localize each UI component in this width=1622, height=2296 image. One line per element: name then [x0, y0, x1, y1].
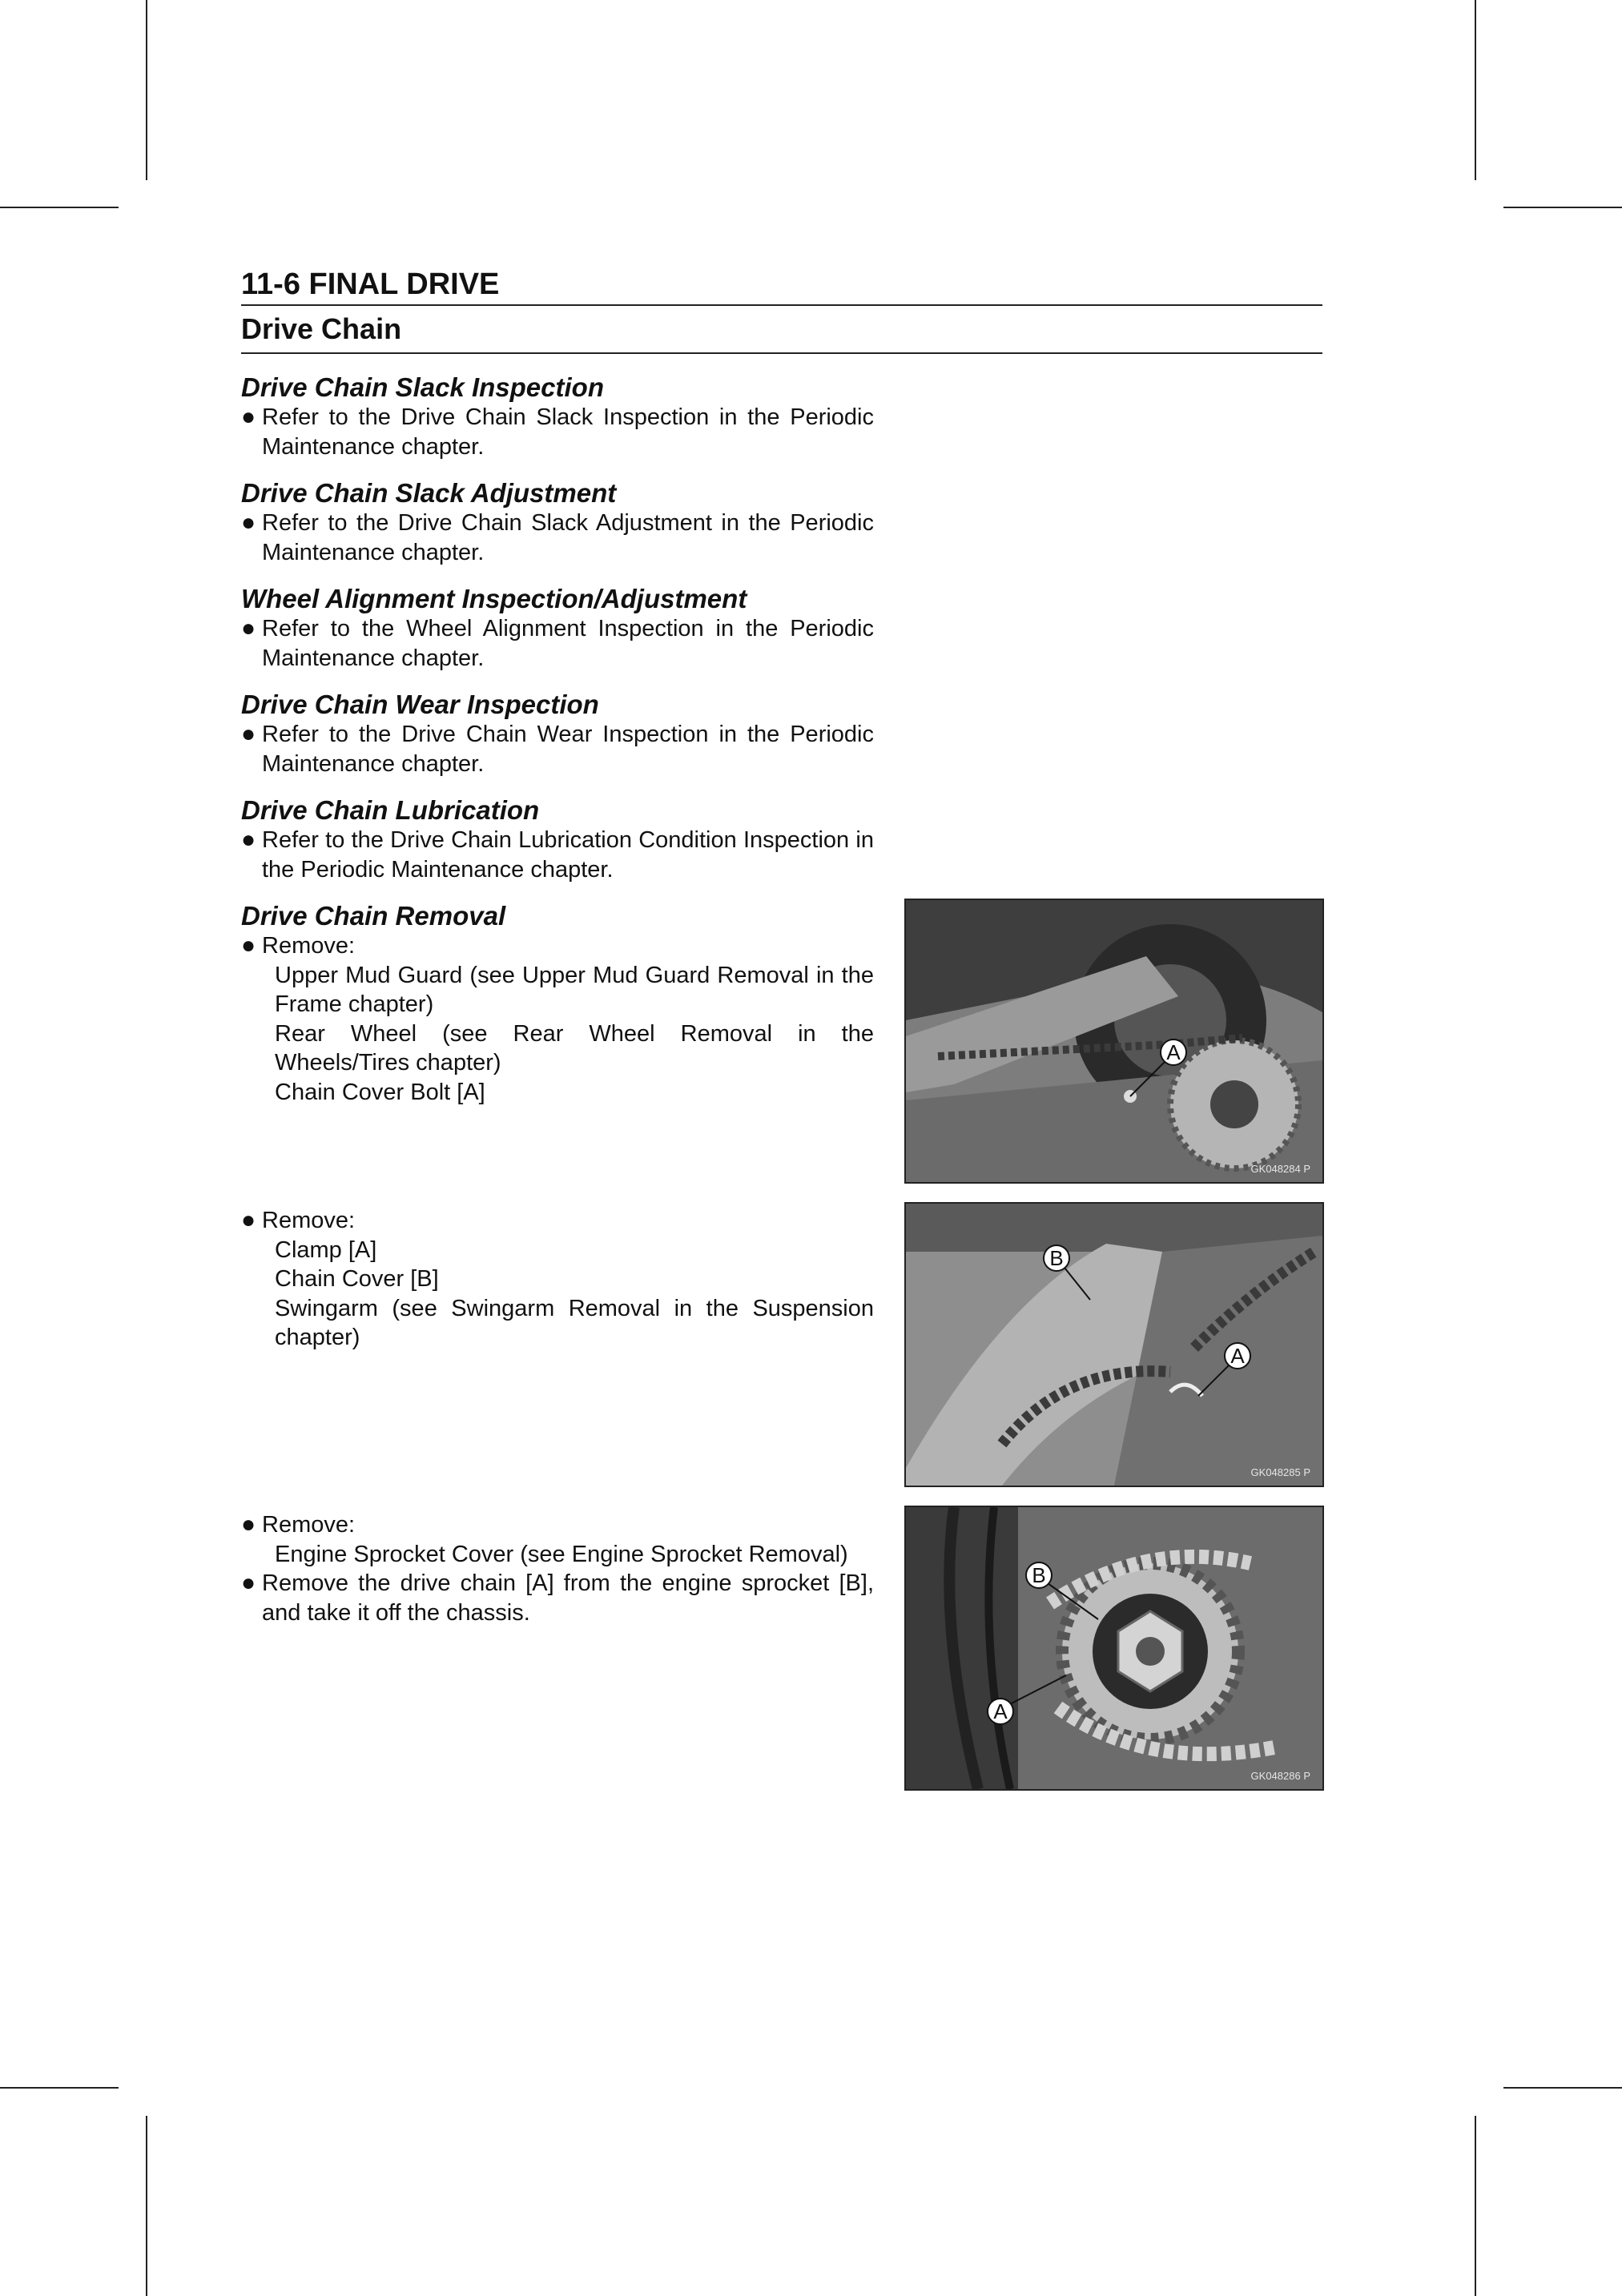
list-item: ● Remove:	[241, 1510, 874, 1540]
bullet-icon: ●	[241, 1511, 256, 1538]
bullet-icon: ●	[241, 1207, 256, 1233]
bullet-icon: ●	[241, 615, 256, 641]
list-item: ● Refer to the Wheel Alignment Inspection in the Periodic Maintenance chapter.	[241, 615, 874, 671]
section-slack-adjustment	[241, 478, 874, 567]
sub-item: Rear Wheel (see Rear Wheel Removal in the Wheels/Tires chapter)	[275, 1020, 874, 1076]
list-item: ● Refer to the Drive Chain Wear Inspection in the Periodic Maintenance chapter.	[241, 721, 874, 777]
crop-mark	[1503, 207, 1622, 208]
list-item: ● Remove:	[241, 1206, 874, 1236]
bullet-icon: ●	[241, 1570, 256, 1596]
section-lubrication	[241, 795, 874, 884]
callout-label: A	[993, 1699, 1008, 1723]
figure-id: GK048284 P	[1250, 1163, 1310, 1175]
section-rule	[241, 352, 1322, 354]
list-item: ● Refer to the Drive Chain Slack Adjustment in the Periodic Maintenance chapter.	[241, 509, 874, 565]
list-item: ● Refer to the Drive Chain Lubrication Condition Inspection in the Periodic Maintenance chapter.	[241, 826, 874, 883]
sub-item: Chain Cover Bolt [A]	[275, 1079, 485, 1105]
sub-item: Clamp [A]	[275, 1236, 377, 1263]
sub-heading: Drive Chain Wear Inspection	[241, 690, 599, 719]
section-wheel-alignment	[241, 584, 874, 673]
crop-mark	[146, 0, 147, 180]
page-header	[241, 264, 1322, 354]
crop-mark	[0, 207, 119, 208]
sub-heading: Drive Chain Lubrication	[241, 795, 540, 825]
section-removal-step2	[241, 1206, 874, 1353]
crop-mark	[0, 2087, 119, 2089]
sub-heading: Drive Chain Slack Adjustment	[241, 478, 617, 508]
section-title: Drive Chain	[241, 312, 402, 345]
page-title: 11-6 FINAL DRIVE	[241, 267, 500, 301]
list-item: ● Remove the drive chain [A] from the engine sprocket [B], and take it off the chassis.	[241, 1570, 874, 1626]
sub-item: Chain Cover [B]	[275, 1266, 439, 1292]
callout-label: B	[1049, 1246, 1064, 1270]
sub-heading: Wheel Alignment Inspection/Adjustment	[241, 584, 747, 613]
header-rule	[241, 304, 1322, 306]
sub-heading: Drive Chain Removal	[241, 901, 506, 931]
bullet-icon: ●	[241, 826, 256, 853]
sub-item: Swingarm (see Swingarm Removal in the Suspension chapter)	[275, 1295, 874, 1350]
sub-heading: Drive Chain Slack Inspection	[241, 372, 604, 402]
callout-label: B	[1032, 1563, 1046, 1587]
section-removal-step1	[241, 901, 874, 1107]
figure-id: GK048285 P	[1250, 1466, 1310, 1478]
crop-mark	[146, 2116, 147, 2296]
sub-item: Upper Mud Guard (see Upper Mud Guard Removal in the Frame chapter)	[275, 962, 874, 1017]
crop-mark	[1503, 2087, 1622, 2089]
figure-engine-sprocket	[904, 1506, 1324, 1791]
section-wear-inspection	[241, 690, 874, 778]
bullet-icon: ●	[241, 404, 256, 430]
bullet-icon: ●	[241, 509, 256, 536]
figure-id: GK048286 P	[1250, 1770, 1310, 1782]
section-removal-step3	[241, 1510, 874, 1627]
crop-mark	[1475, 0, 1476, 180]
list-item: ● Refer to the Drive Chain Slack Inspection in the Periodic Maintenance chapter.	[241, 404, 874, 460]
figure-clamp-chain-cover	[904, 1202, 1324, 1487]
sub-item: Engine Sprocket Cover (see Engine Sprocket Removal)	[275, 1541, 848, 1567]
callout-label: A	[1230, 1344, 1245, 1368]
bullet-icon: ●	[241, 721, 256, 747]
bullet-icon: ●	[241, 932, 256, 959]
crop-mark	[1475, 2116, 1476, 2296]
section-slack-inspection	[241, 372, 874, 461]
list-item: ● Remove:	[241, 931, 874, 961]
figure-chain-cover-bolt	[904, 899, 1324, 1184]
callout-label: A	[1166, 1040, 1181, 1064]
